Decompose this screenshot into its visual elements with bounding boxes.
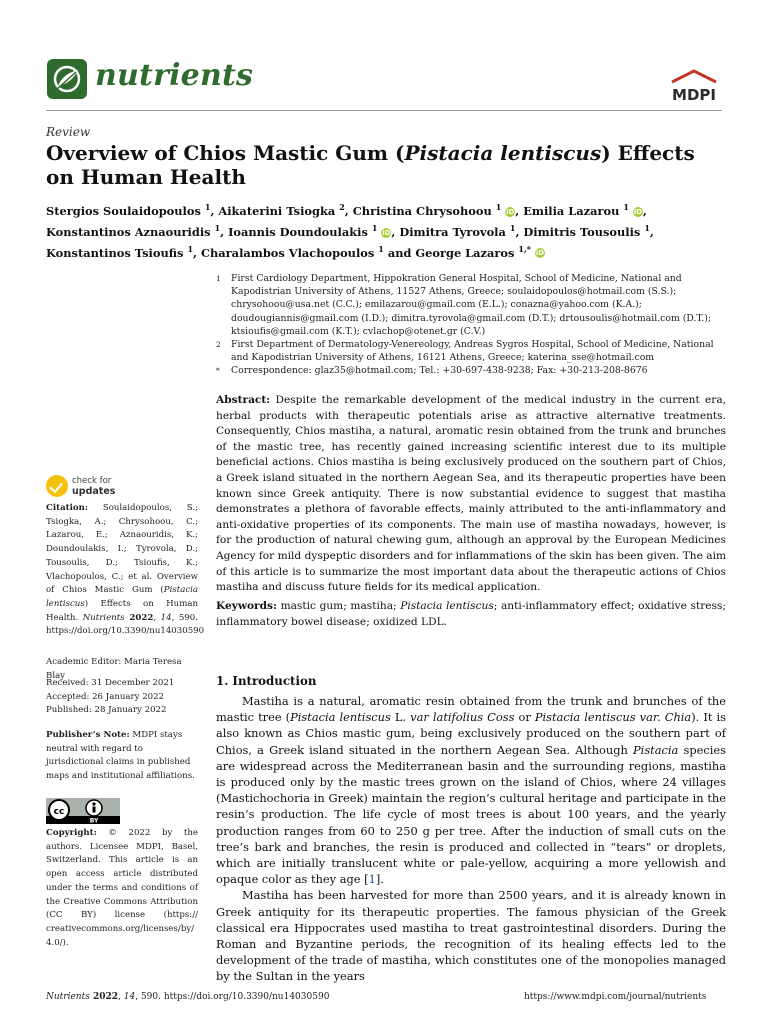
svg-text:BY: BY xyxy=(89,817,99,824)
correspondence: * Correspondence: glaz35@hotmail.com; Tel.: +30-697-438-9238; Fax: +30-213-208-8676 xyxy=(216,365,648,377)
author-affiliation-mark: 1 xyxy=(371,222,378,233)
abstract: Abstract: Despite the remarkable development of the medical industry in the current era, herbal products with therapeutic potentials arise as attractive alternative treatments. Consequently, Chios mastiha, a natural, aromatic resin obtained from the trunk and brunches of the mastic tree, has recently gained increasing scientific interest due to its multiple beneficial actions. Chios mastiha is being exclusively produced on the southern part of Chios, a Greek island situated in the northern Aegean Sea, and its therapeutic properties have been known since Greek antiquity. There is now substantial evidence to suggest that mastiha demonstrates a plethora of favorable effects, mainly attributed to the anti-inflammatory and anti-oxidative properties of its components. The main use of mastiha nowadays, however, is for the production of natural chewing gum, although an approval by the European Medicines Agency for mild dyspeptic disorders and for inflammations of the skin has been given. The aim of this article is to summarize the most important data about the therapeutic actions of Chios mastiha and discuss future fields for its medical application. xyxy=(216,394,727,594)
author-affiliation-mark: 1 xyxy=(204,202,211,212)
publishers-note: Publisher’s Note: MDPI stays neutral with regard to jurisdictional claims in published maps and institutional affiliations. xyxy=(46,730,195,782)
author-affiliation-mark: 1 xyxy=(644,222,650,233)
academic-editor: Academic Editor: Maria Teresa Blay xyxy=(46,657,182,681)
journal-name: nutrients xyxy=(95,58,254,93)
publisher-name: MDPI xyxy=(672,86,716,104)
author-separator: , xyxy=(649,224,654,239)
mdpi-logo-icon xyxy=(668,68,720,106)
author-affiliation-mark: 1 xyxy=(187,243,194,254)
body-text xyxy=(216,693,726,985)
author-name: George Lazaros xyxy=(415,245,515,260)
article-type: Review xyxy=(46,125,91,139)
footer-citation: Nutrients 2022, 14, 590. https://doi.org/10.3390/nu14030590 xyxy=(46,992,330,1002)
author-affiliation-mark: 1 xyxy=(214,222,221,233)
affiliations xyxy=(216,272,726,378)
section-heading-introduction: 1. Introduction xyxy=(216,674,317,688)
accepted-date: Accepted: 26 January 2022 xyxy=(46,691,165,702)
article-title: Overview of Chios Mastic Gum (Pistacia lentiscus) Effects on Human Health xyxy=(46,141,695,189)
author-list xyxy=(46,199,726,261)
author-affiliation-mark: 1 xyxy=(509,222,516,233)
author-separator: , xyxy=(642,203,647,218)
cc-by-license-icon[interactable] xyxy=(46,798,120,824)
publication-dates xyxy=(46,677,198,718)
published-date: Published: 28 January 2022 xyxy=(46,705,167,716)
header-rule xyxy=(46,110,722,111)
author-separator: , xyxy=(193,245,201,260)
orcid-icon[interactable]: iD xyxy=(382,228,391,237)
citation-link-1[interactable]: 1 xyxy=(368,872,376,887)
author-name: Konstantinos Tsioufis xyxy=(46,245,184,260)
author-name: Konstantinos Aznaouridis xyxy=(46,224,211,239)
author-separator: , xyxy=(515,203,524,218)
author-name: Charalambos Vlachopoulos xyxy=(200,245,375,260)
author-separator: , xyxy=(220,224,229,239)
author-separator: and xyxy=(383,245,416,260)
author-separator: , xyxy=(515,224,524,239)
author-name: Ioannis Doundoulakis xyxy=(228,224,368,239)
check-icon xyxy=(46,475,68,497)
author-affiliation-mark: 1,* xyxy=(518,243,531,254)
journal-logo-icon xyxy=(46,58,88,100)
author-name: Dimitra Tyrovola xyxy=(399,224,506,239)
author-affiliation-mark: 1 xyxy=(378,243,384,254)
keywords: Keywords: mastic gum; mastiha; Pistacia lentiscus; anti-inflammatory effect; oxidative stress; inflammatory bowel disease; oxidized LDL. xyxy=(216,600,726,628)
orcid-icon[interactable]: iD xyxy=(633,207,643,216)
author-name: Stergios Soulaidopoulos xyxy=(46,203,201,218)
received-date: Received: 31 December 2021 xyxy=(46,678,175,688)
author-separator: , xyxy=(344,203,353,218)
check-for-updates-button[interactable]: check for updates xyxy=(46,475,196,499)
footer-journal-url[interactable]: https://www.mdpi.com/journal/nutrients xyxy=(524,992,707,1002)
author-separator: , xyxy=(391,224,400,239)
author-name: Aikaterini Tsiogka xyxy=(218,203,336,218)
affiliation-2: 2 First Department of Dermatology-Venereology, Andreas Sygros Hospital, School of Medicine, National and Kapodistrian University of Athens, 16121 Athens, Greece; katerina_sse@hotmail.com xyxy=(216,339,714,364)
author-name: Christina Chrysohoou xyxy=(352,203,492,218)
paragraph-1: Mastiha is a natural, aromatic resin obtained from the trunk and brunches of the mastic tree (Pistacia lentiscus L. var latifolius Coss or Pistacia lentiscus var. Chia). It is also known as Chios mastic gum, being exclusively produced on the southern part of Chios, a Greek island situated in the northern Aegean Sea. Although Pistacia species are widespread across the Mediterranean basin and the surrounding regions, mastiha is produced only by the mastic trees grown on the island of Chios, where 24 villages (Mastichochoria in Greek) maintain the region’s cultural heritage and participate in the resin’s production. The life cycle of most trees is about 100 years, and the yearly production ranges from 60 to 250 g per tree. After the induction of small cuts on the tree’s bark and branches, the resin is produced and collected in “tears” or droplets, which are initially translucent white or pale-yellow, acquiring a more yellowish and opaque color as they age [1]. xyxy=(216,694,726,887)
author-affiliation-mark: 1 xyxy=(495,202,502,212)
orcid-icon[interactable]: iD xyxy=(506,207,515,216)
copyright-notice: Copyright: © 2022 by the authors. Licensee MDPI, Basel, Switzerland. This article is an open access article distributed under the terms and conditions of the Creative Commons Attribution (CC BY) license (https:// creativecommons.org/licenses/by/ 4.0/). xyxy=(46,828,198,948)
author-affiliation-mark: 2 xyxy=(339,202,345,212)
author-affiliation-mark: 1 xyxy=(623,202,629,212)
author-name: Dimitris Tousoulis xyxy=(523,224,641,239)
svg-text:cc: cc xyxy=(53,807,65,817)
author-separator: , xyxy=(210,203,219,218)
orcid-icon[interactable]: iD xyxy=(535,249,545,258)
citation-block: Citation: Soulaidopoulos, S.; Tsiogka, A.; Chrysohoou, C.; Lazarou, E.; Aznaouridis, K.; Doundoulakis, I.; Tyrovola, D.; Tousoulis, D.; Tsioufis, K.; Vlachopoulos, C.; et al. Overview of Chios Mastic Gum (Pistacia lentiscus) Effects on Human Health. Nutrients 2022, 14, 590. https://doi.org/10.3390/nu14030590 xyxy=(46,503,205,637)
author-name: Emilia Lazarou xyxy=(523,203,620,218)
affiliation-1: 1 First Cardiology Department, Hippokration General Hospital, School of Medicine, National and Kapodistrian University of Athens, 11527 Athens, Greece; soulaidopoulos@hotmail.com (S.S.); chrysohoou@usa.net (C.C.); emilazarou@gmail.com (E.L.); conazna@yahoo.com (K.A.); doudougiannis@gmail.com (I.D.); dimitra.tyrovola@gmail.com (D.T.); drtousoulis@hotmail.com (D.T.); ktsioufis@gmail.com (K.T.); cvlachop@otenet.gr (C.V.) xyxy=(216,273,711,337)
paragraph-2: Mastiha has been harvested for more than 2500 years, and it is already known in Greek antiquity for its therapeutic properties. The famous physician of the Greek classical era Hippocrates used mastiha to treat gastrointestinal disorders. During the Roman and Byzantine periods, the recognition of its healing effects led to the development of the trade of mastiha, which constitutes one of the monopolies managed by the Sultan in the years xyxy=(216,888,726,984)
